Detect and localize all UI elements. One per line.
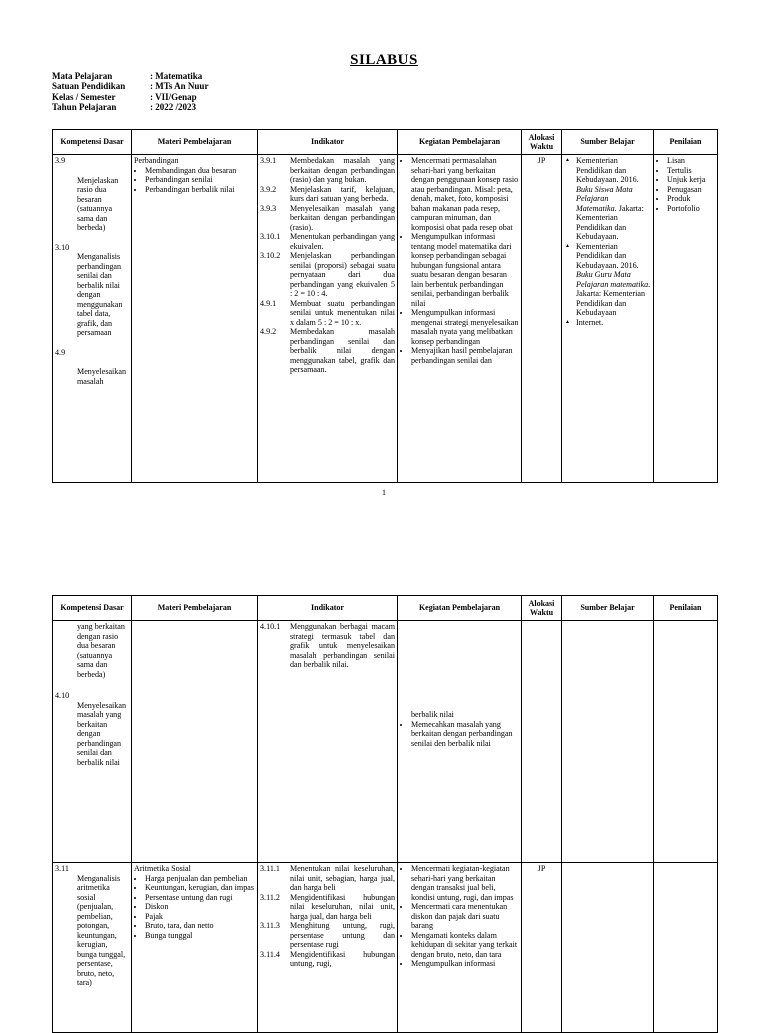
header-indikator: Indikator: [258, 130, 398, 155]
kd-cell: [53, 621, 132, 863]
list-item: • Perbandingan senilai: [145, 175, 255, 185]
materi-title: Perbandingan: [134, 156, 179, 165]
document-title: SILABUS: [350, 52, 418, 68]
kd-number: 3.10: [55, 242, 70, 252]
list-item: • Mencermati permasalahan sehari-hari yang berkaitan dengan penggunaan konsep rasio atau perbandingan. Misal: peta, denah, maket, foto, komposisi bahan makanan pada resep, campuran minuman, dan komposisi obat pada resep obat: [411, 156, 519, 232]
table-row: [53, 621, 718, 863]
list-item: • Memecahkan masalah yang berkaitan dengan perbandingan senilai den berbalik nilai: [411, 720, 519, 749]
header-alokasi: Alokasi Waktu: [522, 596, 562, 621]
header-penilaian: Penilaian: [654, 130, 718, 155]
header-indikator: Indikator: [258, 596, 398, 621]
list-item: • Pajak: [145, 912, 255, 922]
list-item: ▲ Kementerian Pendidikan dan Kebudayaan. 2016. Buku Guru Mata Pelajaran matematika. Jakarta: Kementerian Pendidikan dan Kebudayaan: [576, 242, 651, 318]
indikator-item: 3.11.4 Mengidentifikasi hubungan untung, rugi,: [260, 949, 395, 968]
kd-cell: [53, 155, 132, 483]
list-item: • Mencermati kegiatan-kegiatan sehari-hari yang berkaitan dengan transaksi jual beli, kondisi untung, rugi, dan impas: [411, 864, 519, 902]
kd-number: 3.9: [55, 156, 66, 165]
list-item: • Membandingan dua besaran: [145, 166, 255, 176]
list-item: • Menyajikan hasil pembelajaran perbandingan senilai dan: [411, 346, 519, 365]
penilaian-cell: [654, 863, 718, 1033]
sumber-cell: [562, 155, 654, 483]
penilaian-cell: [654, 621, 718, 863]
list-item: • Mencermati cara menentukan diskon dan pajak dari suatu barang: [411, 902, 519, 931]
kd-text: yang berkaitan dengan rasio dua besaran (satuannya sama dan berbeda): [77, 622, 125, 679]
indikator-item: 4.9.2 Membedakan masalah perbandingan senilai dan berbalik nilai dengan menggunakan tabel, grafik dan persamaan.: [260, 327, 395, 374]
list-item: • Mengamati konteks dalam kehidupan di sekitar yang terkait dengan bruto, neto, dan tara: [411, 931, 519, 960]
kegiatan-cell: [398, 863, 522, 1033]
header-materi: Materi Pembelajaran: [132, 596, 258, 621]
indikator-cell: [258, 621, 398, 863]
list-item: • Mengumpulkan informasi: [411, 959, 519, 969]
indikator-item: 3.9.2 Menjelaskan tarif, kelajuan, kurs dari satuan yang berbeda.: [260, 184, 395, 203]
indikator-cell: [258, 155, 398, 483]
list-item: ▲ Kementerian Pendidikan dan Kebudayaan. 2016. Buku Siswa Mata Pelajaran Matematika. Jakarta: Kementerian Pendidikan dan Kebudayaan.: [576, 156, 651, 242]
indikator-item: 3.11.1 Menentukan nilai keseluruhan, nilai unit, sebagian, harga jual, dan harga beli: [260, 864, 395, 892]
materi-title: Aritmetika Sosial: [134, 864, 191, 873]
list-item: • Keuntungan, kerugian, dan impas: [145, 883, 255, 893]
meta-key: Tahun Pelajaran: [52, 102, 117, 113]
page-number: 1: [382, 488, 386, 497]
list-item: • Diskon: [145, 902, 255, 912]
meta-value: : MTs An Nuur: [150, 81, 209, 92]
table-row: [53, 155, 718, 483]
meta-key: Mata Pelajaran: [52, 71, 113, 81]
list-item: • Bruto, tara, dan netto: [145, 921, 255, 931]
syllabus-table-page-1: [52, 129, 718, 483]
kd-text: Menjelaskan rasio dua besaran (satuannya sama dan berbeda): [77, 175, 119, 232]
list-item: • Unjuk kerja: [667, 175, 715, 185]
header-alokasi: Alokasi Waktu: [522, 130, 562, 155]
syllabus-table-page-2: [52, 595, 718, 1033]
kegiatan-cell: [398, 621, 522, 863]
kd-text: Menyelesaikan masalah yang berkaitan dengan perbandingan senilai dan berbalik nilai: [77, 700, 126, 767]
list-item: • Penugasan: [667, 185, 715, 195]
list-item: • Bunga tunggal: [145, 931, 255, 941]
indikator-item: 3.10.2 Menjelaskan perbandingan senilai (proporsi) sebagai suatu pernyataan dari dua perbandingan yang ekuivalen 5 : 2 = 10 : 4.: [260, 251, 395, 298]
document-meta: [52, 71, 208, 113]
header-penilaian: Penilaian: [654, 596, 718, 621]
indikator-item: 3.9.1 Membedakan masalah yang berkaitan dengan perbandingan (rasio) dan yang bukan.: [260, 156, 395, 184]
list-item: • Harga penjualan dan pembelian: [145, 874, 255, 884]
indikator-item: 3.11.3 Menghitung untung, rugi, persentase untung dan persentase rugi: [260, 921, 395, 949]
meta-row: [52, 71, 208, 81]
meta-key: Satuan Pendidikan: [52, 81, 126, 92]
kegiatan-continuation: berbalik nilai: [411, 710, 454, 719]
kegiatan-cell: [398, 155, 522, 483]
kd-number: 4.10: [55, 691, 70, 700]
header-row: [53, 596, 718, 621]
alokasi-cell: [522, 621, 562, 863]
kd-number: 4.9: [55, 347, 66, 357]
list-item: • Persentase untung dan rugi: [145, 893, 255, 903]
kd-text: Menganalisis aritmetika sosial (penjualan, pembelian, potongan, keuntungan, kerugian, bunga tunggal, persentase, bruto, neto, tara): [77, 873, 126, 987]
kd-number: 3.11: [55, 864, 69, 873]
kd-cell: [53, 863, 132, 1033]
alokasi-cell: JP: [522, 863, 562, 1033]
list-item: ▲ Internet.: [576, 318, 651, 328]
materi-cell: [132, 863, 258, 1033]
indikator-item: 3.9.3 Menyelesaikan masalah yang berkaitan dengan perbandingan (rasio).: [260, 203, 395, 232]
header-kompetensi-dasar: Kompetensi Dasar: [53, 596, 132, 621]
header-materi: Materi Pembelajaran: [132, 130, 258, 155]
meta-value: : VII/Genap: [150, 91, 197, 102]
kd-text: Menyelesaikan masalah: [77, 367, 126, 386]
header-kegiatan: Kegiatan Pembelajaran: [398, 596, 522, 621]
list-item: • Produk: [667, 194, 715, 204]
list-item: • Portofolio: [667, 204, 715, 214]
list-item: • Tertulis: [667, 166, 715, 176]
meta-row: [52, 102, 208, 112]
indikator-item: 3.10.1 Menentukan perbandingan yang ekuivalen.: [260, 232, 395, 251]
meta-value: : 2022 /2023: [150, 102, 196, 113]
header-kompetensi-dasar: Kompetensi Dasar: [53, 130, 132, 155]
list-item: • Mengumpulkan informasi mengenai strategi menyelesaikan masalah nyata yang melibatkan konsep perbandingan: [411, 308, 519, 346]
list-item: • Perbandingan berbalik nilai: [145, 185, 255, 195]
meta-key: Kelas / Semester: [52, 91, 116, 102]
indikator-cell: [258, 863, 398, 1033]
header-sumber: Sumber Belajar: [562, 130, 654, 155]
meta-row: [52, 92, 208, 102]
kd-text: Menganalisis perbandingan senilai dan berbalik nilai dengan menggunakan tabel data, grafik, dan persamaan: [77, 252, 123, 337]
materi-cell: [132, 155, 258, 483]
header-sumber: Sumber Belajar: [562, 596, 654, 621]
alokasi-cell: JP: [522, 155, 562, 483]
sumber-cell: [562, 621, 654, 863]
list-item: • Mengumpulkan informasi tentang model matematika dari konsep perbandingan sebagai hubungan fungsional antara suatu besaran dengan besaran lain berbentuk perbandingan senilai, perbandingan berbalik nilai: [411, 232, 519, 308]
indikator-item: 3.11.2 Mengidentifikasi hubungan nilai keseluruhan, nilai unit, harga jual, dan harga beli: [260, 892, 395, 921]
indikator-item: 4.10.1 Menggunakan berbagai macam strategi termasuk tabel dan grafik untuk menyelesaikan masalah perbandingan senilai dan berbalik nilai.: [260, 622, 395, 669]
materi-cell: [132, 621, 258, 863]
indikator-item: 4.9.1 Membuat suatu perbandingan senilai untuk menentukan nilai x dalam 5 : 2 = 10 : x.: [260, 298, 395, 327]
header-kegiatan: Kegiatan Pembelajaran: [398, 130, 522, 155]
meta-row: [52, 81, 208, 91]
meta-value: : Matematika: [150, 71, 203, 81]
list-item: • Lisan: [667, 156, 715, 166]
header-row: [53, 130, 718, 155]
table-row: [53, 863, 718, 1033]
penilaian-cell: [654, 155, 718, 483]
sumber-cell: [562, 863, 654, 1033]
